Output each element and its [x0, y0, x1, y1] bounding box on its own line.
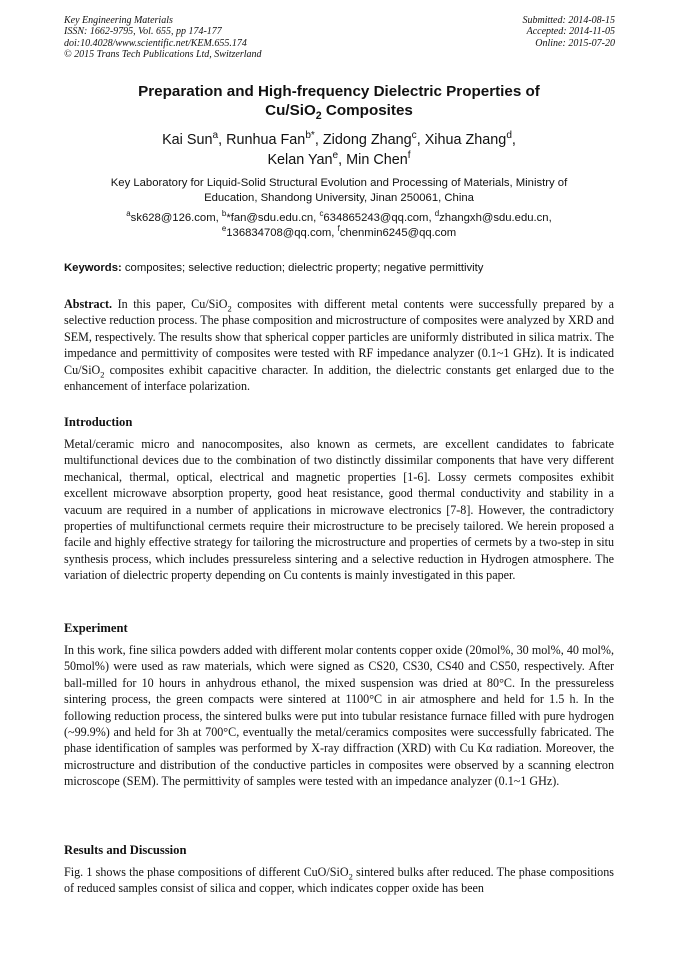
author-mark: e — [332, 150, 339, 162]
paper-title — [60, 82, 618, 123]
affiliation-line-2: Education, Shandong University, Jinan 250061, China — [204, 191, 474, 204]
author-name: Min Chen — [346, 152, 408, 168]
author-name: Kelan Yan — [267, 152, 333, 168]
email-link[interactable]: 136834708@qq.com, — [226, 226, 338, 239]
author-list — [60, 130, 618, 170]
email-mark: f — [337, 223, 340, 233]
abstract-paragraph — [64, 296, 614, 394]
journal-copyright: © 2015 Trans Tech Publications Ltd, Switzerland — [64, 48, 262, 60]
email-link[interactable]: sk628@126.com, — [130, 212, 222, 224]
email-mark: c — [319, 209, 324, 219]
abstract-text: composites with different metal contents were successfully prepared by a selective reduction process. The phase composition and microstructure of composites were analyzed by XRD and SEM, respectively. The results show that spherical copper particles are uniformly distributed in silica matrix. The impedance and permittivity of composites were tested with RF impedance analyzer (0.1~1 GHz). It is indicated Cu/SiO — [64, 297, 614, 377]
journal-name: Key Engineering Materials — [64, 15, 173, 26]
keywords — [64, 261, 614, 275]
journal-doi: doi:10.4028/www.scientific.net/KEM.655.174 — [64, 37, 247, 49]
results-body — [64, 864, 614, 897]
email-mark: e — [221, 223, 227, 233]
email-line-2 — [64, 223, 614, 241]
title-line-1: Preparation and High-frequency Dielectric Properties of — [138, 83, 540, 100]
introduction-paragraph: Metal/ceramic micro and nanocomposites, also known as cermets, are excellent candidates to fabricate multifunctional devices due to the combination of two distinctly dissimilar components that have very different mechanical, thermal, optical, electrical and magnetic properties [1-6]. Lossy cermets composites exhibit excellent microwave absorption property, good heat resistance, good thermal conductivity and stability in a vacuum are required in a number of applications in microwave electronics [7-8]. However, the contradictory properties of multifunctional cermets require their microstructure to be precisely tailored. We herein proposed a facile and highly effective strategy for tailoring the microstructure and properties of cermets by a two-step in situ synthesis process, which includes pressureless sintering and a selective reduction in Hydrogen atmosphere. The variation of dielectric property depending on Cu contents is mainly investigated in this paper. — [64, 437, 614, 583]
email-mark: b — [221, 209, 227, 219]
author-name: Xihua Zhang — [424, 132, 507, 148]
author-mark: d — [506, 130, 512, 142]
results-text: sintered bulks after reduced. The phase compositions of reduced samples consist of silica and copper, which indicates copper oxide has been — [64, 865, 614, 896]
author-mark: b* — [305, 130, 315, 142]
journal-issn: ISSN: 1662-9795, Vol. 655, pp 174-177 — [64, 26, 222, 38]
email-link[interactable]: 634865243@qq.com, — [323, 212, 435, 224]
title-text: Cu/SiO — [265, 102, 316, 119]
abstract-label: Abstract. — [64, 297, 113, 311]
online-date: Online: 2015-07-20 — [535, 37, 615, 49]
affiliation-line-1: Key Laboratory for Liquid-Solid Structural Evolution and Processing of Materials, Ministry of — [110, 177, 568, 189]
email-link[interactable]: chenmin6245@qq.com — [339, 226, 457, 239]
keywords-label: Keywords: — [64, 262, 122, 274]
email-link[interactable]: *fan@sdu.edu.cn, — [226, 212, 320, 224]
title-text: Composites — [321, 102, 413, 119]
results-heading: Results and Discussion — [64, 843, 187, 857]
abstract-subscript: 2 — [227, 303, 232, 314]
email-list — [64, 211, 614, 240]
abstract-text: composites exhibit capacitive character. In addition, the dielectric constants get enlarged due to the enhancement of interface polarization. — [64, 362, 614, 394]
author-name: Runhua Fan — [226, 132, 306, 148]
abstract-subscript: 2 — [100, 369, 105, 380]
title-subscript: 2 — [315, 110, 322, 123]
experiment-body — [64, 642, 614, 790]
author-sep: , — [218, 132, 227, 148]
email-link[interactable]: zhangxh@sdu.edu.cn, — [439, 212, 552, 224]
author-mark: f — [407, 150, 411, 162]
author-sep: , — [511, 132, 516, 148]
title-line-2 — [60, 101, 618, 123]
abstract — [64, 296, 614, 394]
submitted-date: Submitted: 2014-08-15 — [522, 15, 615, 26]
author-sep: , — [338, 152, 347, 168]
affiliation — [64, 176, 614, 205]
keywords-text: composites; selective reduction; dielectric property; negative permittivity — [121, 262, 484, 274]
introduction-body — [64, 436, 614, 584]
author-line-2 — [60, 150, 618, 170]
journal-header — [64, 15, 262, 60]
author-sep: , — [314, 132, 323, 148]
experiment-heading: Experiment — [64, 621, 128, 635]
email-mark: d — [434, 209, 440, 219]
dates-header — [523, 15, 616, 49]
accepted-date: Accepted: 2014-11-05 — [526, 26, 615, 38]
author-mark: c — [411, 130, 417, 142]
results-subscript: 2 — [348, 871, 353, 882]
abstract-text: In this paper, Cu/SiO — [112, 297, 228, 311]
experiment-paragraph: In this work, fine silica powders added with different molar contents copper oxide (20mol%, 30 mol%, 40 mol%, 50mol%) were used as raw materials, which were signed as CS20, CS30, CS40 and CS50, respectively. After ball-milled for 10 hours in anhydrous ethanol, the mixed suspension was dried at 80°C. In the pressureless sintering process, the green compacts were sintered at 1100°C in air atmosphere and held for 1.5 h. In the following reduction process, the sintered bulks were put into tubular resistance furnace filled with pure hydrogen (~99.9%) and held for 3h at 700°C, eventually the metal/ceramics composites were successfully fabricated. The phase identification of samples was performed by X-ray diffraction (XRD) with Cu Kα radiation. Moreover, the microstructure and distribution of the conductive particles in composites were observed by a scanning electron microscope (SEM). The permittivity of samples were tested with an impedance analyzer (0.1~1 GHz). — [64, 643, 614, 789]
author-mark: a — [212, 130, 219, 142]
author-sep: , — [416, 132, 425, 148]
results-text: Fig. 1 shows the phase compositions of different CuO/SiO — [64, 865, 349, 879]
author-name: Zidong Zhang — [322, 132, 412, 148]
email-mark: a — [126, 209, 131, 219]
results-paragraph — [64, 864, 614, 897]
author-name: Kai Sun — [162, 132, 213, 148]
author-line-1 — [60, 130, 618, 150]
introduction-heading: Introduction — [64, 415, 133, 429]
